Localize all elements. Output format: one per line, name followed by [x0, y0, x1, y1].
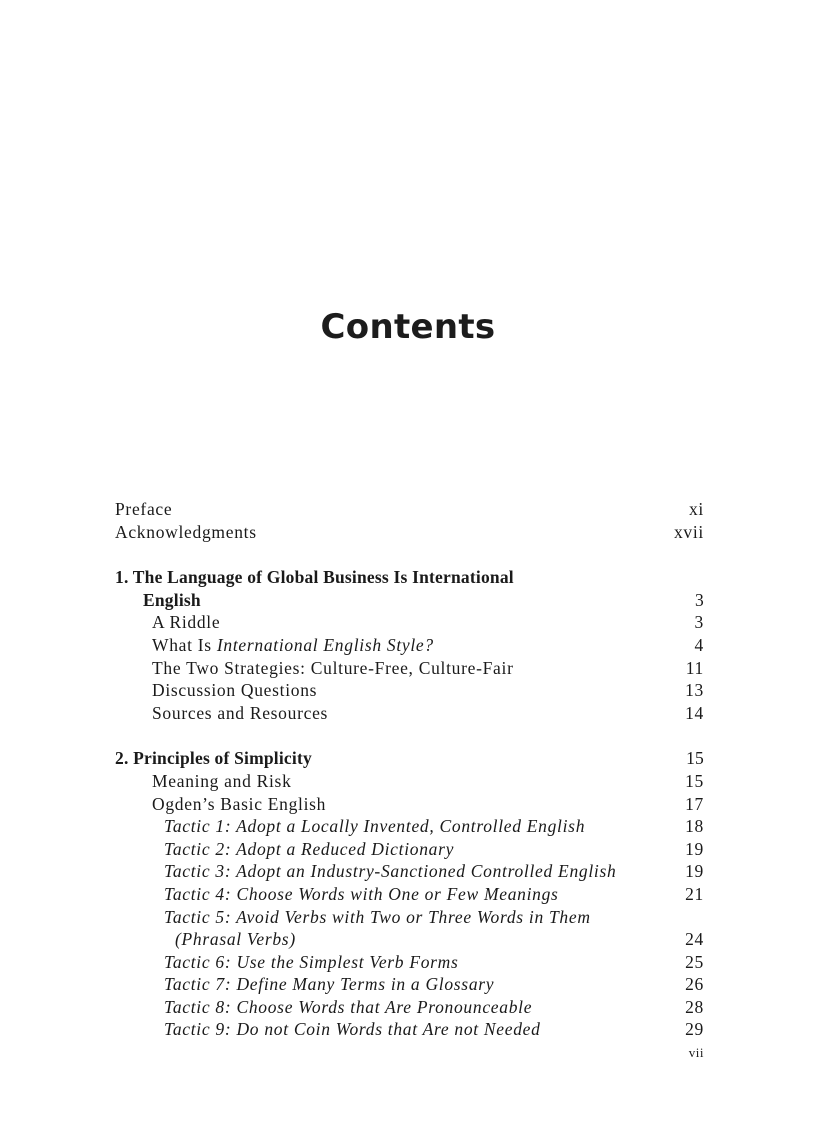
chapter-title: The Language of Global Business Is International — [132, 567, 514, 588]
entry-page: 21 — [685, 883, 704, 904]
toc-tactic — [115, 1018, 704, 1041]
toc-entry — [115, 657, 704, 680]
toc-tactic — [115, 996, 704, 1019]
entry-label: Tactic 5: Avoid Verbs with Two or Three Words in Them — [164, 906, 591, 927]
page-number: vii — [688, 1045, 704, 1060]
entry-page: xi — [688, 499, 704, 519]
entry-page: 3 — [695, 589, 704, 610]
toc-tactic — [115, 815, 704, 838]
entry-page: 11 — [685, 657, 704, 678]
entry-label: Tactic 6: Use the Simplest Verb Forms — [164, 951, 459, 972]
entry-page: 26 — [685, 974, 704, 995]
chapter-1-heading — [115, 566, 704, 589]
entry-label: Tactic 7: Define Many Terms in a Glossary — [164, 974, 495, 995]
toc-entry — [115, 634, 704, 657]
chapter-title-cont: English — [143, 589, 201, 610]
toc-entry-acknowledgments — [115, 521, 704, 544]
toc-tactic — [115, 838, 704, 861]
toc-tactic — [115, 860, 704, 883]
entry-label: Tactic 4: Choose Words with One or Few Meanings — [164, 883, 559, 904]
entry-label: Meaning and Risk — [152, 770, 292, 791]
entry-page: 25 — [685, 951, 704, 972]
entry-page: 28 — [685, 996, 704, 1017]
toc-entry — [115, 611, 704, 634]
entry-page: 17 — [685, 793, 704, 814]
toc-entry — [115, 702, 704, 725]
entry-page: 24 — [685, 929, 704, 950]
entry-label: The Two Strategies: Culture-Free, Culture-Fair — [152, 657, 514, 678]
entry-page: 3 — [694, 612, 704, 633]
entry-page: 15 — [685, 770, 704, 791]
chapter-number: 1. — [115, 567, 129, 588]
table-of-contents — [115, 498, 704, 1041]
toc-entry — [115, 793, 704, 816]
chapter-2-heading — [115, 747, 704, 770]
chapter-1-heading-cont — [115, 589, 704, 612]
entry-label: A Riddle — [152, 612, 221, 633]
entry-page: 15 — [686, 748, 704, 769]
entry-page: 29 — [685, 1019, 704, 1040]
entry-page: 18 — [685, 816, 704, 837]
entry-label: Discussion Questions — [152, 680, 318, 701]
entry-label: Sources and Resources — [152, 702, 329, 723]
entry-label: Tactic 1: Adopt a Locally Invented, Controlled English — [164, 816, 586, 837]
entry-label: Tactic 3: Adopt an Industry-Sanctioned Controlled English — [164, 861, 617, 882]
toc-tactic — [115, 906, 704, 929]
entry-page: 19 — [685, 838, 704, 859]
entry-label: Ogden’s Basic English — [152, 793, 327, 814]
page-title: Contents — [320, 307, 496, 347]
entry-page: 4 — [694, 634, 704, 655]
toc-entry — [115, 770, 704, 793]
entry-label: Tactic 8: Choose Words that Are Pronounceable — [164, 996, 533, 1017]
entry-label-italic: International English Style? — [216, 634, 434, 655]
entry-page: xvii — [673, 521, 704, 542]
entry-label: Preface — [115, 499, 173, 519]
entry-label: Tactic 9: Do not Coin Words that Are not Needed — [164, 1019, 541, 1040]
toc-tactic — [115, 973, 704, 996]
entry-label-cont: (Phrasal Verbs) — [175, 929, 296, 950]
entry-label-prefix: What Is — [152, 634, 217, 655]
toc-entry-preface — [115, 498, 704, 521]
toc-tactic — [115, 951, 704, 974]
entry-page: 13 — [685, 680, 704, 701]
chapter-title: Principles of Simplicity — [133, 748, 312, 769]
entry-page: 19 — [685, 861, 704, 882]
toc-tactic-cont — [115, 928, 704, 951]
chapter-number: 2. — [115, 748, 129, 769]
toc-entry — [115, 679, 704, 702]
entry-page: 14 — [685, 702, 704, 723]
toc-tactic — [115, 883, 704, 906]
entry-label: Tactic 2: Adopt a Reduced Dictionary — [164, 838, 455, 859]
entry-label: Acknowledgments — [115, 521, 257, 542]
